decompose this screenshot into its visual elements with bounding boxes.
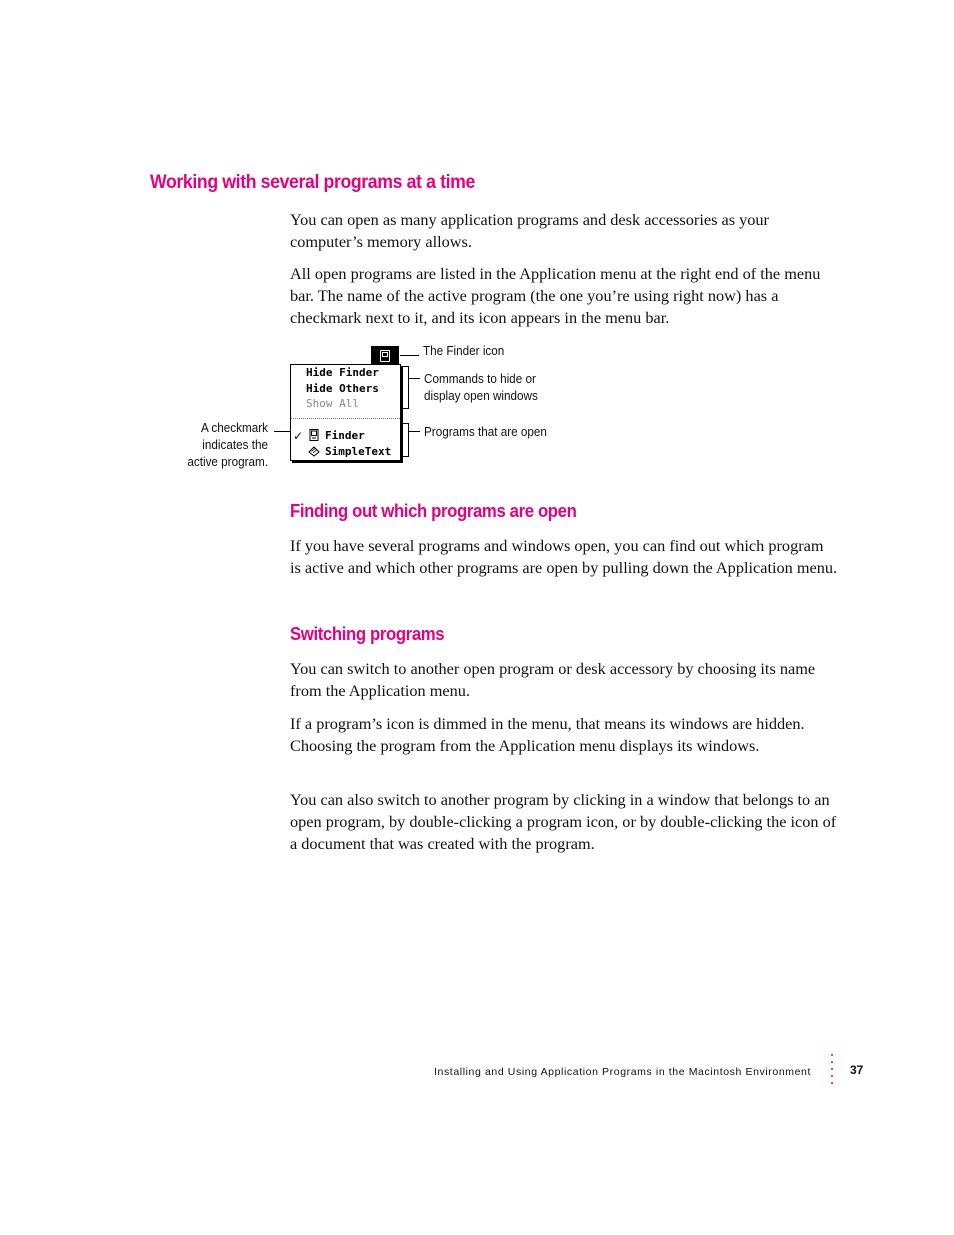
finder-icon-menubar[interactable] <box>371 346 399 365</box>
callout-line-checkmark <box>274 431 290 432</box>
callout-finder-icon: The Finder icon <box>423 343 505 358</box>
running-footer: Installing and Using Application Programs in the Macintosh Environment <box>434 1066 812 1078</box>
application-menu[interactable] <box>290 364 401 461</box>
menu-item-finder[interactable]: Finder <box>325 429 365 442</box>
finder-icon <box>308 429 320 441</box>
switching-paragraph-1: You can switch to another open program or desk accessory by choosing its name from the Application menu. <box>290 659 816 700</box>
bracket-commands-bottom <box>401 408 409 409</box>
callout-checkmark: A checkmark indicates the active program. <box>187 420 268 469</box>
callout-commands-text: Commands to hide or display open windows <box>424 371 538 403</box>
simpletext-icon <box>308 445 320 457</box>
bracket-commands-side <box>408 366 409 409</box>
callout-commands <box>424 370 541 404</box>
menu-separator <box>291 418 400 419</box>
intro-paragraph-2: All open programs are listed in the Application menu at the right end of the menu bar. The name of the active program (the one you’re using right now) has a checkmark next to it, and its icon appears in the menu bar. <box>290 264 821 327</box>
subsection-heading-finding: Finding out which programs are open <box>290 501 577 521</box>
mac-icon <box>380 350 390 362</box>
switching-paragraph-3: You can also switch to another program by clicking in a window that belongs to an open program, by double-clicking a program icon, or by double-clicking the icon of a document that was created with the program. <box>290 790 837 853</box>
page-number: 37 <box>850 1063 864 1077</box>
checkmark-icon: ✓ <box>293 429 304 443</box>
menu-item-simpletext[interactable]: SimpleText <box>325 445 392 458</box>
callout-line-finder <box>400 355 419 356</box>
callout-programs-open: Programs that are open <box>424 424 547 439</box>
footer-dot-divider <box>831 1054 834 1089</box>
callout-line-commands <box>409 378 420 379</box>
menu-item-show-all[interactable]: Show All <box>306 397 359 410</box>
intro-paragraph-1: You can open as many application programs and desk accessories as your computer’s memory allows. <box>290 210 769 251</box>
finding-paragraph-1: If you have several programs and windows open, you can find out which program is active and which other programs are open by pulling down the Application menu. <box>290 536 838 577</box>
switching-paragraph-2: If a program’s icon is dimmed in the menu, that means its windows are hidden. Choosing the program from the Application menu displays its windows. <box>290 714 805 755</box>
callout-line-programs <box>409 431 420 432</box>
subsection-heading-switching: Switching programs <box>290 624 445 644</box>
bracket-programs-side <box>408 423 409 457</box>
menu-item-hide-finder[interactable]: Hide Finder <box>306 366 379 379</box>
section-heading: Working with several programs at a time <box>150 172 475 193</box>
menu-item-hide-others[interactable]: Hide Others <box>306 382 379 395</box>
bracket-programs-bottom <box>401 456 409 457</box>
